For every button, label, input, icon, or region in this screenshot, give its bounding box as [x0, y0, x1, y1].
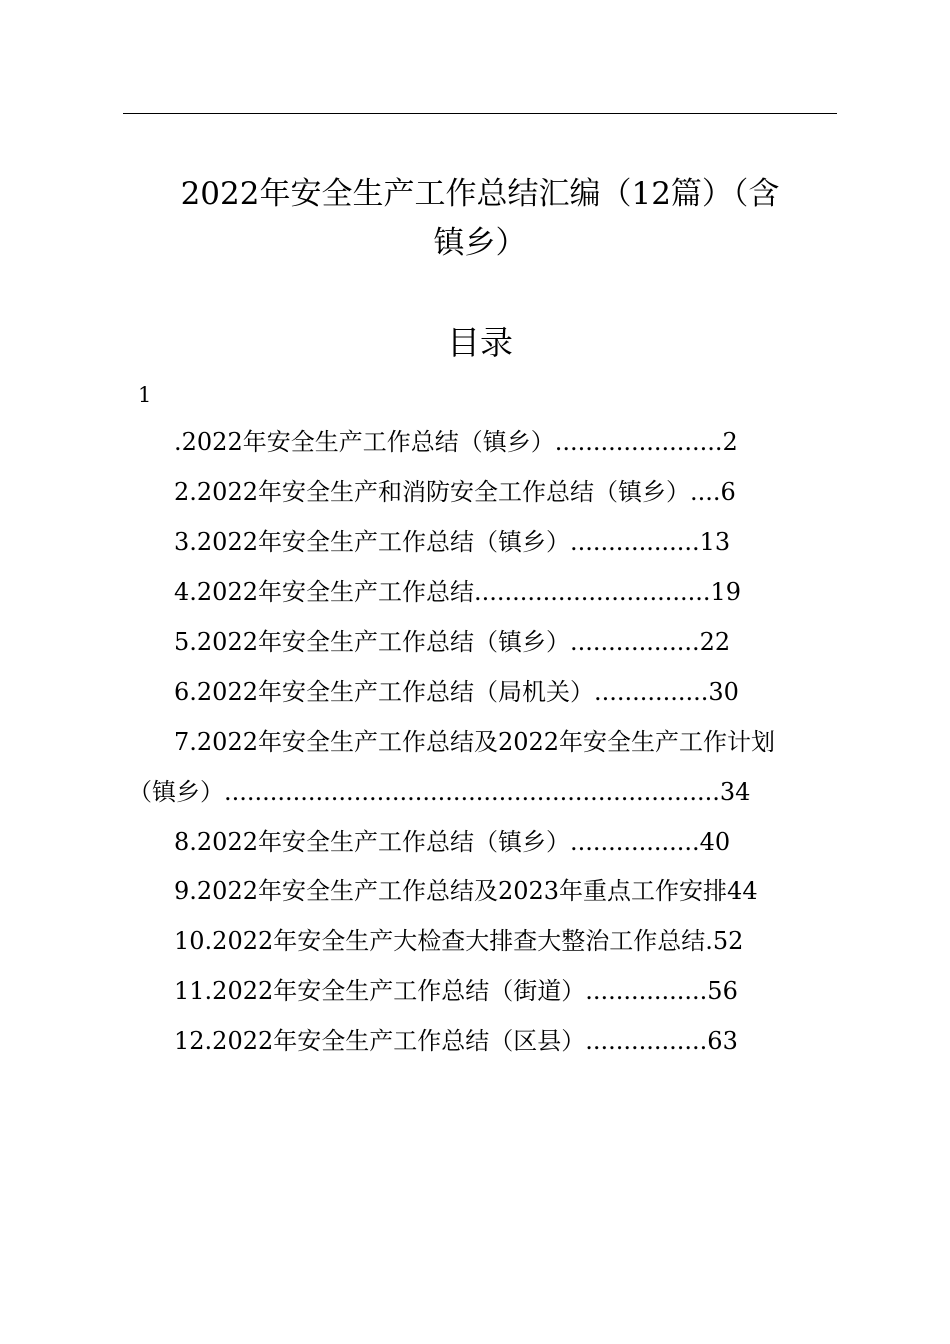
toc-entry-8[interactable]: 8.2022年安全生产工作总结（镇乡）.................40: [174, 828, 731, 856]
toc-heading: 目录: [447, 323, 513, 362]
toc-entry-1[interactable]: .2022年安全生产工作总结（镇乡）......................2: [174, 428, 738, 456]
toc-entry-2[interactable]: 2.2022年安全生产和消防安全工作总结（镇乡）....6: [174, 478, 736, 506]
toc-entry-3[interactable]: 3.2022年安全生产工作总结（镇乡）.................13: [174, 528, 731, 556]
toc-entry-7-continued[interactable]: （镇乡）.................................................................34: [128, 778, 751, 806]
toc-entry-9[interactable]: 9.2022年安全生产工作总结及2023年重点工作安排44: [174, 877, 758, 905]
header-rule: [123, 113, 837, 114]
document-title-line-2: 镇乡）: [433, 225, 527, 261]
toc-entry-6[interactable]: 6.2022年安全生产工作总结（局机关）...............30: [174, 678, 739, 706]
toc-entry-12[interactable]: 12.2022年安全生产工作总结（区县）................63: [174, 1027, 738, 1055]
toc-entry-5[interactable]: 5.2022年安全生产工作总结（镇乡）.................22: [174, 628, 731, 656]
toc-entry-7[interactable]: 7.2022年安全生产工作总结及2022年安全生产工作计划: [174, 728, 776, 756]
page-number-marker: 1: [138, 383, 152, 407]
toc-entry-10[interactable]: 10.2022年安全生产大检查大排查大整治工作总结.52: [174, 927, 744, 955]
document-title: [123, 170, 837, 268]
toc-entry-4[interactable]: 4.2022年安全生产工作总结...............................19: [174, 578, 742, 606]
document-title-line-1: 2022年安全生产工作总结汇编（12篇）（含: [180, 176, 780, 212]
toc-entry-11[interactable]: 11.2022年安全生产工作总结（街道）................56: [174, 977, 738, 1005]
